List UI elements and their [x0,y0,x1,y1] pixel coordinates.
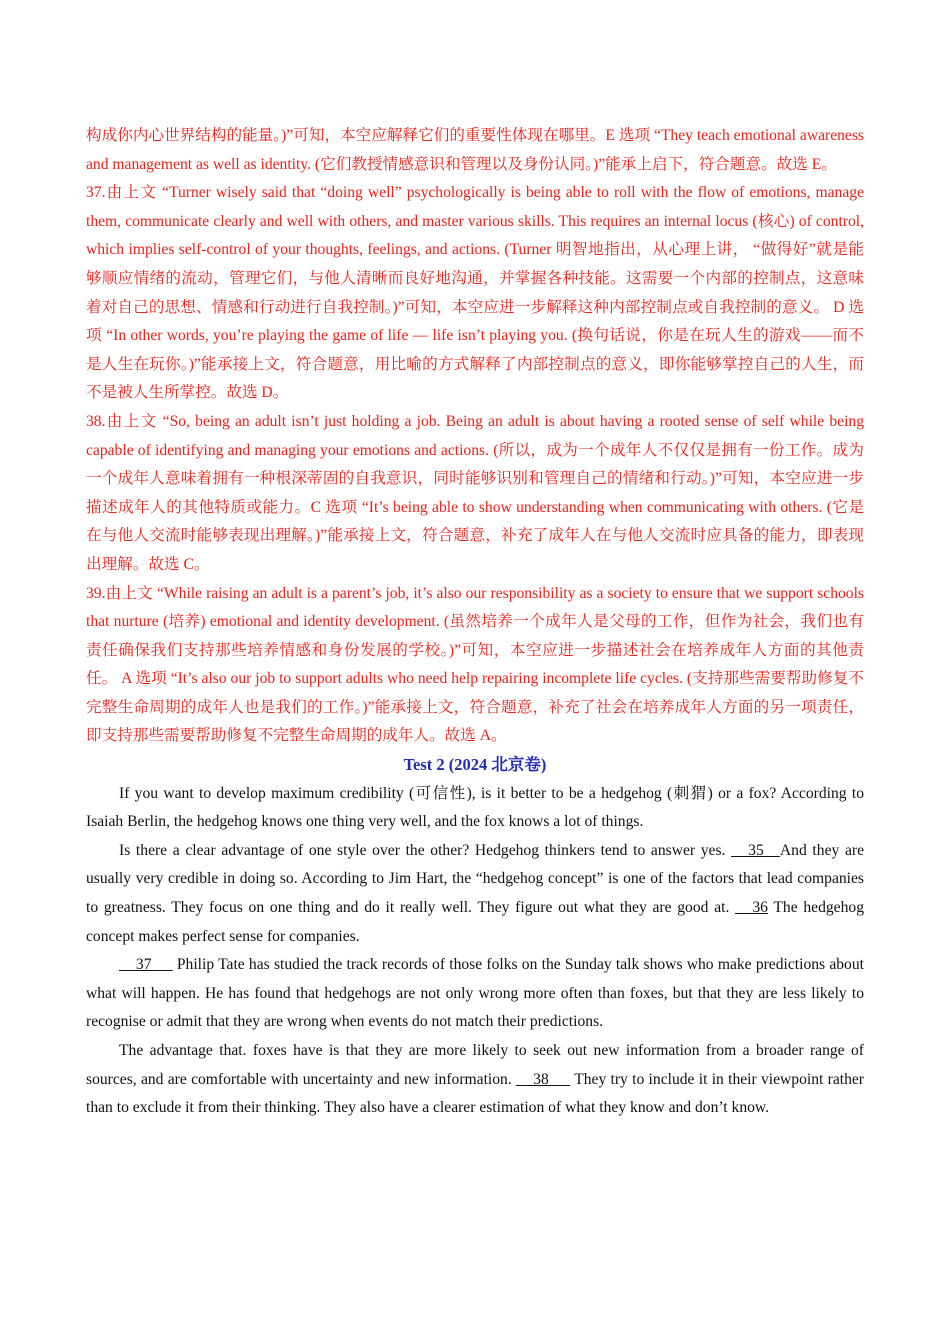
paragraph-text: And they are usually very credible in doing so. According to Jim Hart, the “hedgehog concept” is one of the factors that lead companies to greatness. They focus on one thing and do it really well. They figure out what they are good at. [86,841,864,917]
passage-paragraph-2 [86,837,864,951]
paragraph-text: The hedgehog concept makes perfect sense for companies. [86,899,864,945]
paragraph-text: Is there a clear advantage of one style over the other? Hedgehog thinkers tend to answer yes. [119,841,732,859]
explanation-37: 37.由上文 “Turner wisely said that “doing well” psychologically is being able to roll with the flow of emotions, manage them, communicate clearly and well with others, and master various skills. This requires an internal locus (核心) of control, which implies self-control of your thoughts, feelings, and actions. (Turner 明智地指出，从心理上讲， “做得好”就是能够顺应情绪的流动，管理它们，与他人清晰而良好地沟通，并掌握各种技能。这需要一个内部的控制点，这意味着对自己的思想、情感和行动进行自我控制。)”可知，本空应进一步解释这种内部控制点或自我控制的意义。 D 选项 “In other words, you’re playing the game of life — life isn’t playing you. (换句话说，你是在玩人生的游戏——而不是人生在玩你。)”能承接上文，符合题意，用比喻的方式解释了内部控制点的意义，即你能够掌控自己的人生，而不是被人生所掌控。故选 D。 [86,184,864,402]
explanation-38: 38.由上文 “So, being an adult isn’t just holding a job. Being an adult is about having a rooted sense of self while being capable of identifying and managing your emotions and actions. (所以，成为一个成年人不仅仅是拥有一份工作。成为一个成年人意味着拥有一种根深蒂固的自我意识，同时能够识别和管理自己的情绪和行动。)”可知，本空应进一步描述成年人的其他特质或能力。C 选项 “It’s being able to show understanding when communicating with others. (它是在与他人交流时能够表现出理解。)”能承接上文，符合题意，补充了成年人在与他人交流时应具备的能力，即表现出理解。故选 C。 [86,412,864,573]
paragraph-text: They try to include it in their viewpoint rather than to exclude it from their thinking. They also have a clearer estimation of what they know and don’t know. [86,1070,864,1117]
paragraph-text: Philip Tate has studied the track records of those folks on the Sunday talk shows who make predictions about what will happen. He has found that hedgehogs are not only wrong more often than foxes, but that they are less likely to recognise or admit that they are wrong when events do not match their predictions. [86,956,864,1031]
explanation-39: 39.由上文 “While raising an adult is a parent’s job, it’s also our responsibility as a society to ensure that we support schools that nurture (培养) emotional and identity development. (虽然培养一个成年人是父母的工作，但作为社会，我们也有责任确保我们支持那些培养情感和身份发展的学校。)”可知，本空应进一步描述社会在培养成年人方面的其他责任。 A 选项 “It’s also our job to support adults who need help repairing incomplete life cycles. (支持那些需要帮助修复不完整生命周期的成年人也是我们的工作。)”能承接上文，符合题意，补充了社会在培养成年人方面的另一项责任，即支持那些需要帮助修复不完整生命周期的成年人。故选 A。 [86,584,864,745]
blank-36[interactable]: 36 [735,899,768,917]
passage-paragraph-4 [86,1037,864,1123]
blank-38[interactable]: 38 [516,1070,571,1088]
blank-35[interactable]: 35 [731,841,780,859]
paragraph-text: The advantage that. foxes have is that they are more likely to seek out new information from a broader range of sources, and are comfortable with uncertainty and new information. [86,1042,864,1088]
blank-37[interactable]: 37 [119,956,173,974]
passage-paragraph-1: If you want to develop maximum credibility (可信性), is it better to be a hedgehog (刺猬) or a fox? According to Isaiah Berlin, the hedgehog knows one thing very well, and the fox knows a lot of things. [86,784,864,831]
passage-paragraph-3 [86,951,864,1037]
explanation-36-end: 构成你内心世界结构的能量。)”可知，本空应解释它们的重要性体现在哪里。E 选项 “They teach emotional awareness and management as well as identity. (它们教授情感意识和管理以及身份认同。)”能承上启下，符合题意。故选 E。 [86,127,864,173]
document-page [86,122,864,1123]
section-title: Test 2 (2024 北京卷) [403,755,547,775]
